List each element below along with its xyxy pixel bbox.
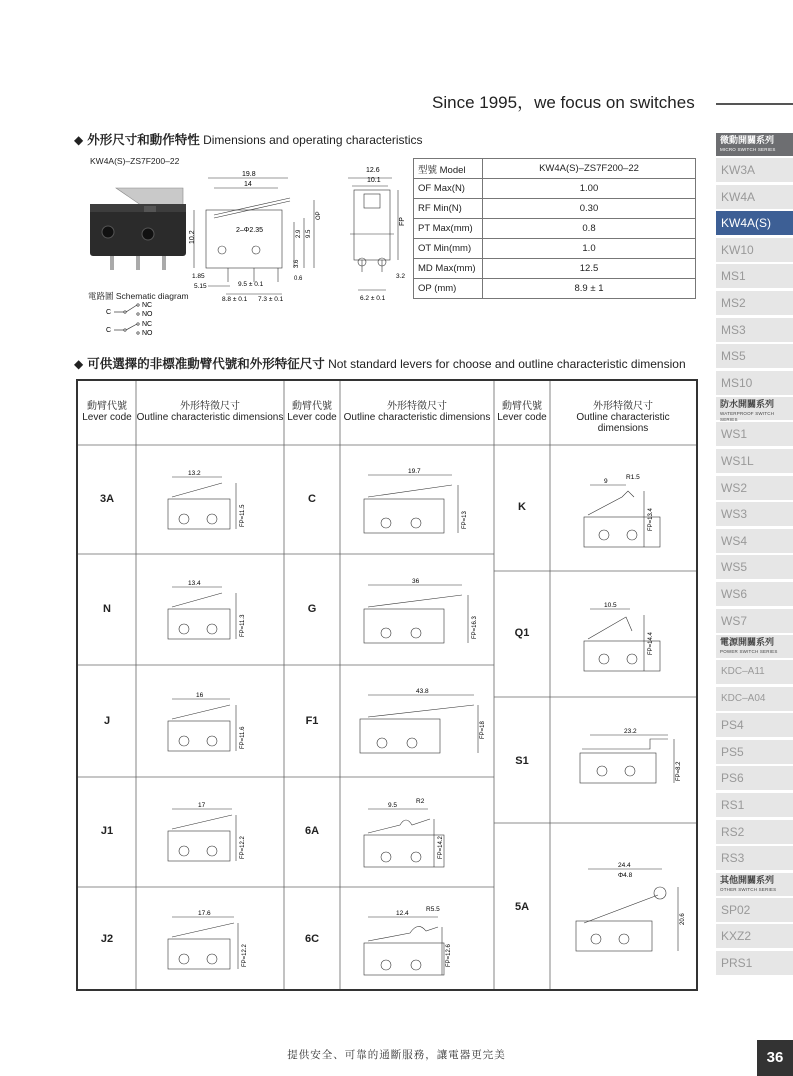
switch-photo — [88, 184, 188, 272]
lever-code-5a: 5A — [514, 901, 530, 913]
spec-row-md — [414, 259, 696, 279]
sidebar-item-ws2[interactable]: WS2 — [716, 476, 793, 500]
lever-table — [76, 379, 698, 991]
lever-drawing-n — [158, 579, 268, 649]
lever-drawing-5a — [562, 859, 692, 959]
spec-key: 型號 Model — [414, 159, 483, 179]
lever-code-c: C — [308, 493, 316, 505]
sidebar-item-ws7[interactable]: WS7 — [716, 609, 793, 633]
spec-row-pt — [414, 219, 696, 239]
spec-row-op — [414, 279, 696, 299]
fp-j1: FP=12.2 — [240, 836, 246, 859]
lever-drawing-j2 — [158, 909, 268, 979]
len-6a: 9.5 — [388, 802, 398, 809]
lever-drawing-f1 — [350, 687, 490, 761]
sidebar-item-kdc-a11[interactable]: KDC–A11 — [716, 660, 793, 684]
group-micro-en: MICRO SWITCH SERIES — [720, 147, 776, 152]
dim-14: 14 — [244, 181, 252, 188]
lever-drawing-q1 — [570, 595, 690, 679]
header-code-zh: 動臂代號 — [502, 401, 542, 412]
len-5a: 24.4 — [618, 862, 631, 869]
sidebar-item-rs2[interactable]: RS2 — [716, 820, 793, 844]
section1-title — [74, 130, 423, 148]
sidebar-item-ws3[interactable]: WS3 — [716, 502, 793, 526]
lever-code-f1: F1 — [305, 715, 319, 727]
dim-10-2: 10.2 — [189, 230, 196, 244]
lever-drawing-6a — [350, 795, 490, 875]
dim-9-5: 9.5 — [306, 229, 312, 238]
schematic-no-2: NO — [142, 330, 153, 337]
sidebar-item-ws6[interactable]: WS6 — [716, 582, 793, 606]
sidebar-item-kw4a-s[interactable]: KW4A(S) — [716, 211, 793, 235]
fp-3a: FP=11.5 — [240, 504, 246, 527]
group-micro — [716, 133, 793, 156]
sidebar-item-ps4[interactable]: PS4 — [716, 713, 793, 737]
lever-drawing-6c — [350, 903, 490, 983]
section1-title-zh: 外形尺寸和動作特性 — [87, 132, 200, 147]
header-dim-2 — [340, 401, 494, 423]
fp-j2: FP=12.2 — [242, 944, 248, 967]
len-6c: 12.4 — [396, 910, 409, 917]
section2-title-zh: 可供選擇的非標准動臂代號和外形特征尺寸 — [87, 356, 325, 371]
header-code-3 — [494, 401, 550, 423]
model-caption: KW4A(S)–ZS7F200–22 — [90, 156, 180, 166]
spec-table — [413, 158, 696, 299]
lever-drawing-j — [158, 691, 268, 761]
group-waterproof-en: WATERPROOF SWITCH SERIES — [720, 411, 775, 423]
dim-8-8: 8.8 ± 0.1 — [222, 296, 248, 303]
header-dim-zh: 外形特徵尺寸 — [180, 401, 240, 412]
side-dimension-drawing — [338, 160, 410, 306]
lever-drawing-3a — [158, 469, 268, 539]
dim-2-9: 2.9 — [296, 229, 302, 238]
spec-key: MD Max(mm) — [414, 259, 483, 279]
spec-row-rf — [414, 199, 696, 219]
header-dim-en: Outline characteristic dimensions — [343, 412, 491, 423]
fp-5a: 20.6 — [680, 913, 686, 925]
header-code-2 — [284, 401, 340, 423]
header-dim-zh: 外形特徵尺寸 — [593, 401, 653, 412]
header-dim-en: Outline characteristic dimensions — [576, 412, 670, 434]
footer-slogan: 提供安全、可靠的通斷服務，讓電器更完美 — [287, 1049, 506, 1061]
lever-drawing-g — [350, 577, 490, 651]
schematic-title-zh: 電路圖 — [88, 292, 114, 302]
header-code-en: Lever code — [287, 412, 337, 423]
spec-key: OF Max(N) — [414, 179, 483, 199]
schematic-no-1: NO — [142, 311, 153, 318]
spec-value: 8.9 ± 1 — [483, 279, 696, 299]
schematic-nc-1: NC — [142, 302, 153, 309]
len-j: 16 — [196, 692, 204, 699]
radius-k: R1.5 — [626, 474, 640, 481]
lever-drawing-c — [350, 467, 490, 541]
lever-code-q1: Q1 — [514, 627, 530, 639]
sidebar-item-ws1[interactable]: WS1 — [716, 422, 793, 446]
dim-12-6: 12.6 — [366, 167, 380, 174]
dim-3-2: 3.2 — [396, 273, 406, 280]
sidebar-item-rs1[interactable]: RS1 — [716, 793, 793, 817]
spec-row-of — [414, 179, 696, 199]
lever-code-k: K — [518, 501, 526, 513]
lever-drawing-s1 — [570, 725, 690, 795]
diameter-5a: Φ4.8 — [618, 872, 633, 879]
len-q1: 10.5 — [604, 602, 617, 609]
group-power — [716, 635, 793, 658]
dim-3-6: 3.6 — [294, 259, 300, 268]
group-other-en: OTHER SWITCH SERIES — [720, 886, 777, 892]
series-sidebar — [716, 133, 793, 978]
len-s1: 23.2 — [624, 728, 637, 735]
lever-code-s1: S1 — [515, 755, 529, 767]
dim-6-2: 6.2 ± 0.1 — [360, 295, 386, 302]
len-f1: 43.8 — [416, 688, 429, 695]
dim-5-15: 5.15 — [194, 283, 207, 290]
header-rule — [716, 103, 793, 105]
spec-value: 1.00 — [483, 179, 696, 199]
lever-code-3a: 3A — [99, 493, 115, 505]
sidebar-item-ms1[interactable]: MS1 — [716, 264, 793, 288]
lever-code-n: N — [103, 603, 111, 615]
section2-title — [74, 354, 686, 372]
schematic-diagram — [100, 300, 170, 342]
fp-s1: FP=8.2 — [676, 761, 682, 781]
diamond-bullet-icon: ◆ — [74, 133, 84, 147]
sidebar-item-ps5[interactable]: PS5 — [716, 740, 793, 764]
header-dim-en: Outline characteristic dimensions — [136, 412, 284, 423]
group-other-zh: 其他開關系列 — [720, 875, 775, 886]
schematic-c-1: C — [106, 309, 112, 316]
front-dimension-drawing — [186, 160, 346, 306]
spec-row-model — [414, 159, 696, 179]
spec-value: 0.8 — [483, 219, 696, 239]
sidebar-item-sp02[interactable]: SP02 — [716, 898, 793, 922]
sidebar-item-ms3[interactable]: MS3 — [716, 318, 793, 342]
group-waterproof-zh: 防水開關系列 — [720, 400, 775, 411]
group-micro-zh: 微動開關系列 — [720, 136, 775, 146]
dim-op: OP — [316, 211, 322, 220]
page-number: 36 — [757, 1040, 793, 1076]
sidebar-item-ms5[interactable]: MS5 — [716, 344, 793, 368]
len-c: 19.7 — [408, 468, 421, 475]
fp-q1: FP=14.4 — [648, 632, 654, 655]
group-power-en: POWER SWITCH SERIES — [720, 649, 778, 655]
len-3a: 13.2 — [188, 470, 201, 477]
spec-value: KW4A(S)–ZS7F200–22 — [483, 159, 696, 179]
dim-1-85: 1.85 — [192, 273, 205, 280]
sidebar-item-kw10[interactable]: KW10 — [716, 238, 793, 262]
spec-value: 1.0 — [483, 239, 696, 259]
fp-6a: FP=14.2 — [438, 836, 444, 859]
lever-code-j1: J1 — [100, 825, 114, 837]
spec-key: PT Max(mm) — [414, 219, 483, 239]
sidebar-item-ws5[interactable]: WS5 — [716, 555, 793, 579]
sidebar-item-rs3[interactable]: RS3 — [716, 846, 793, 870]
radius-6a: R2 — [416, 798, 425, 805]
dim-hole: 2–Φ2.35 — [236, 227, 263, 234]
radius-6c: R5.5 — [426, 906, 440, 913]
fp-n: FP=11.3 — [240, 614, 246, 637]
header-dim-1 — [136, 401, 284, 423]
spec-key: OP (mm) — [414, 279, 483, 299]
lever-code-j2: J2 — [100, 933, 114, 945]
fp-k: FP=13.4 — [648, 508, 654, 531]
len-g: 36 — [412, 578, 420, 585]
header-dim-3 — [550, 401, 696, 434]
len-j2: 17.6 — [198, 910, 211, 917]
len-j1: 17 — [198, 802, 206, 809]
dim-9-5-tol: 9.5 ± 0.1 — [238, 281, 264, 288]
spec-value: 12.5 — [483, 259, 696, 279]
spec-key: OT Min(mm) — [414, 239, 483, 259]
len-k: 9 — [604, 478, 608, 485]
header-code-1 — [78, 401, 136, 423]
sidebar-item-kw4a[interactable]: KW4A — [716, 185, 793, 209]
dim-7-3: 7.3 ± 0.1 — [258, 296, 284, 303]
header-dim-zh: 外形特徵尺寸 — [387, 401, 447, 412]
lever-code-g: G — [307, 603, 317, 615]
fp-g: FP=16.3 — [472, 616, 478, 639]
section1-title-en: Dimensions and operating characteristics — [203, 133, 423, 147]
sidebar-item-kw3a[interactable]: KW3A — [716, 158, 793, 182]
sidebar-item-kxz2[interactable]: KXZ2 — [716, 924, 793, 948]
lever-code-6a: 6A — [304, 825, 320, 837]
dim-10-1: 10.1 — [367, 177, 381, 184]
len-n: 13.4 — [188, 580, 201, 587]
group-power-zh: 電源開關系列 — [720, 638, 775, 649]
lever-drawing-k — [570, 471, 690, 555]
spec-value: 0.30 — [483, 199, 696, 219]
header-code-zh: 動臂代號 — [87, 401, 127, 412]
header-code-en: Lever code — [82, 412, 132, 423]
spec-key: RF Min(N) — [414, 199, 483, 219]
schematic-c-2: C — [106, 327, 112, 334]
lever-code-j: J — [103, 715, 111, 727]
dim-19-8: 19.8 — [242, 171, 256, 178]
spec-row-ot — [414, 239, 696, 259]
dim-0-6: 0.6 — [294, 276, 303, 282]
section2-title-en: Not standard levers for choose and outline characteristic dimension — [328, 357, 686, 371]
fp-6c: FP=12.6 — [446, 944, 452, 967]
tagline: Since 1995，we focus on switches — [432, 93, 695, 112]
header-code-en: Lever code — [497, 412, 547, 423]
sidebar-item-ws4[interactable]: WS4 — [716, 529, 793, 553]
header-code-zh: 動臂代號 — [292, 401, 332, 412]
sidebar-item-ms10[interactable]: MS10 — [716, 371, 793, 395]
fp-c: FP=13 — [462, 511, 468, 529]
lever-drawing-j1 — [158, 801, 268, 871]
sidebar-item-ws1l[interactable]: WS1L — [716, 449, 793, 473]
group-other — [716, 873, 793, 896]
sidebar-item-kdc-a04[interactable]: KDC–A04 — [716, 687, 793, 711]
fp-f1: FP=18 — [480, 721, 486, 739]
group-waterproof — [716, 397, 793, 423]
diamond-bullet-icon: ◆ — [74, 357, 84, 371]
schematic-title-en: Schematic diagram — [115, 291, 189, 301]
fp-j: FP=11.6 — [240, 726, 246, 749]
lever-code-6c: 6C — [304, 933, 320, 945]
dim-fp: FP — [399, 217, 406, 226]
sidebar-item-ms2[interactable]: MS2 — [716, 291, 793, 315]
sidebar-item-prs1[interactable]: PRS1 — [716, 951, 793, 975]
sidebar-item-ps6[interactable]: PS6 — [716, 766, 793, 790]
schematic-nc-2: NC — [142, 321, 153, 328]
